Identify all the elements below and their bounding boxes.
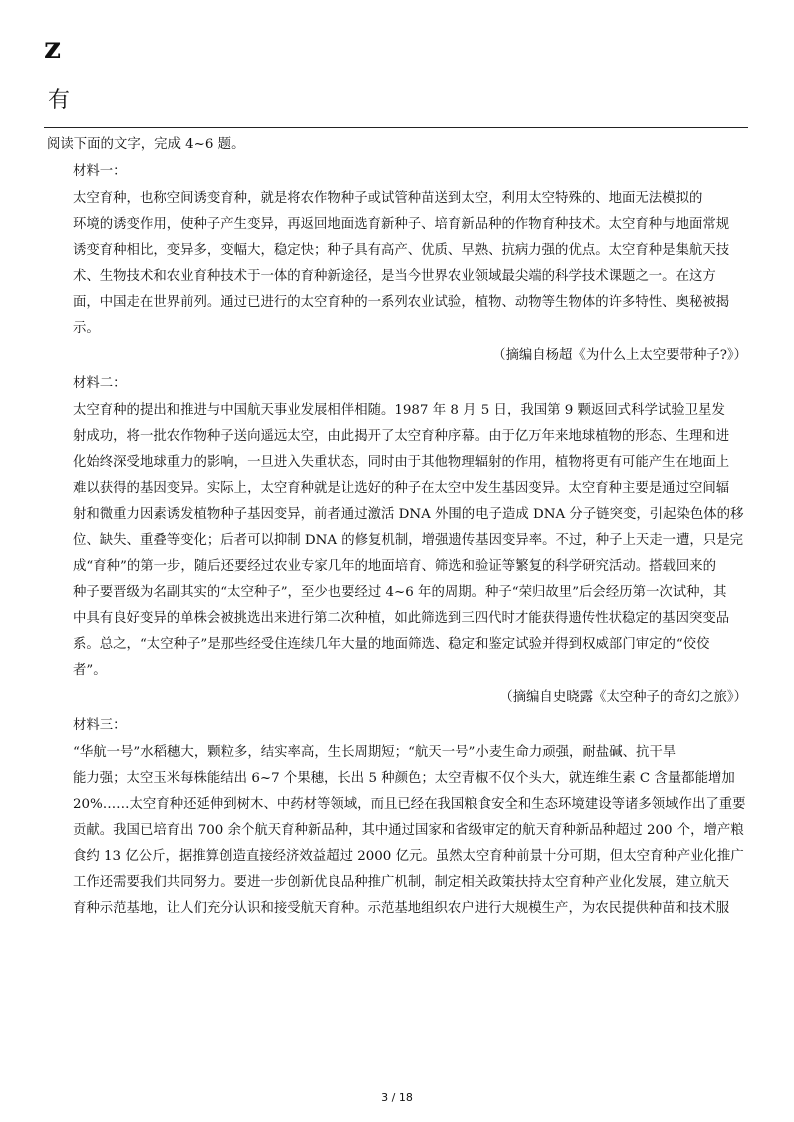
paragraph-line: 环境的诱变作用，使种子产生变异，再返回地面选育新种子、培育新品种的作物育种技术。太空育种与地面常规 [73,217,730,232]
paragraph-line: 示。 [73,321,100,336]
paragraph-line: 术、生物技术和农业育种技术于一体的育种新途径，是当今世界农业领域最尖端的科学技术课题之一。在这方 [73,269,716,284]
header-rule [44,127,748,128]
material2-paragraph [47,398,747,684]
material1-source: （摘编自杨超《为什么上太空要带种子?》） [492,348,747,363]
paragraph-line: 育种示范基地，让人们充分认识和接受航天育种。示范基地组织农户进行大规模生产，为农民提供种苗和技术服 [73,901,730,916]
instruction-text: 阅读下面的文字，完成 4~6 题。 [47,137,245,152]
logo-mark: z [44,31,62,66]
paragraph-line: 贡献。我国已培育出 700 余个航天育种新品种，其中通过国家和省级审定的航天育种新品种超过 200 个，增产粮 [73,823,744,838]
material3-label: 材料三： [73,718,127,733]
paragraph-line: 系。总之，“太空种子”是那些经受住连续几年大量的地面筛选、稳定和鉴定试验并得到权威部门审定的“佼佼 [73,637,710,652]
paragraph-line: “华航一号”水稻穗大，颗粒多，结实率高，生长周期短；“航天一号”小麦生命力顽强，耐盐碱、抗干旱 [73,745,677,760]
paragraph-line: 食约 13 亿公斤，据推算创造直接经济效益超过 2000 亿元。虽然太空育种前景十分可期，但太空育种产业化推广 [73,849,744,864]
material2-source: （摘编自史晓露《太空种子的奇幻之旅》） [499,690,747,705]
material2-label: 材料二： [73,376,127,391]
paragraph-line: 位、缺失、重叠等变化；后者可以抑制 DNA 的修复机制，增强遗传基因变异率。不过，种子上天走一遭，只是完 [73,533,743,548]
paragraph-line: 射成功，将一批农作物种子送向遥远太空，由此揭开了太空育种序幕。由于亿万年来地球植物的形态、生理和进 [73,429,730,444]
paragraph-line: 种子要晋级为名副其实的“太空种子”，至少也要经过 4~6 年的周期。种子“荣归故里”后会经历第一次试种，其 [73,585,727,600]
paragraph-line: 20%……太空育种还延伸到树木、中药材等领域，而且已经在我国粮食安全和生态环境建设等诸多领域作出了重要 [73,797,746,812]
paragraph-line: 射和微重力因素诱发植物种子基因变异，前者通过激活 DNA 外围的电子造成 DNA 分子链突变，引起染色体的移 [73,507,744,522]
paragraph-line: 难以获得的基因变异。实际上，太空育种就是让选好的种子在太空中发生基因变异。太空育种主要是通过空间辐 [73,481,730,496]
paragraph-line: 工作还需要我们共同努力。要进一步创新优良品种推广机制，制定相关政策扶持太空育种产业化发展，建立航天 [73,875,730,890]
document-body [47,132,747,922]
paragraph-line: 化始终深受地球重力的影响，一旦进入失重状态，同时由于其他物理辐射的作用，植物将更有可能产生在地面上 [73,455,730,470]
material3-paragraph [47,740,747,922]
paragraph-line: 诱变育种相比，变异多，变幅大，稳定快；种子具有高产、优质、早熟、抗病力强的优点。太空育种是集航天技 [73,243,730,258]
paragraph-line: 太空育种，也称空间诱变育种，就是将农作物种子或试管种苗送到太空，利用太空特殊的、地面无法模拟的 [73,191,703,206]
paragraph-line: 中具有良好变异的单株会被挑选出来进行第二次种植，如此筛选到三四代时才能获得遗传性状稳定的基因突变品 [73,611,730,626]
page-number: 3 / 18 [381,1091,413,1104]
logo-mark-secondary: 有 [48,88,71,113]
paragraph-line: 成“育种”的第一步，随后还要经过农业专家几年的地面培育、筛选和验证等繁复的科学研究活动。搭载回来的 [73,559,717,574]
material1-label: 材料一： [73,164,127,179]
paragraph-line: 面，中国走在世界前列。通过已进行的太空育种的一系列农业试验，植物、动物等生物体的许多特性、奥秘被揭 [73,295,730,310]
paragraph-line: 能力强；太空玉米每株能结出 6~7 个果穗，长出 5 种颜色；太空青椒不仅个头大，就连维生素 C 含量都能增加 [73,771,735,786]
material1-paragraph [47,186,747,342]
paragraph-line: 者”。 [73,663,107,678]
paragraph-line: 太空育种的提出和推进与中国航天事业发展相伴相随。1987 年 8 月 5 日，我国第 9 颗返回式科学试验卫星发 [73,403,725,418]
